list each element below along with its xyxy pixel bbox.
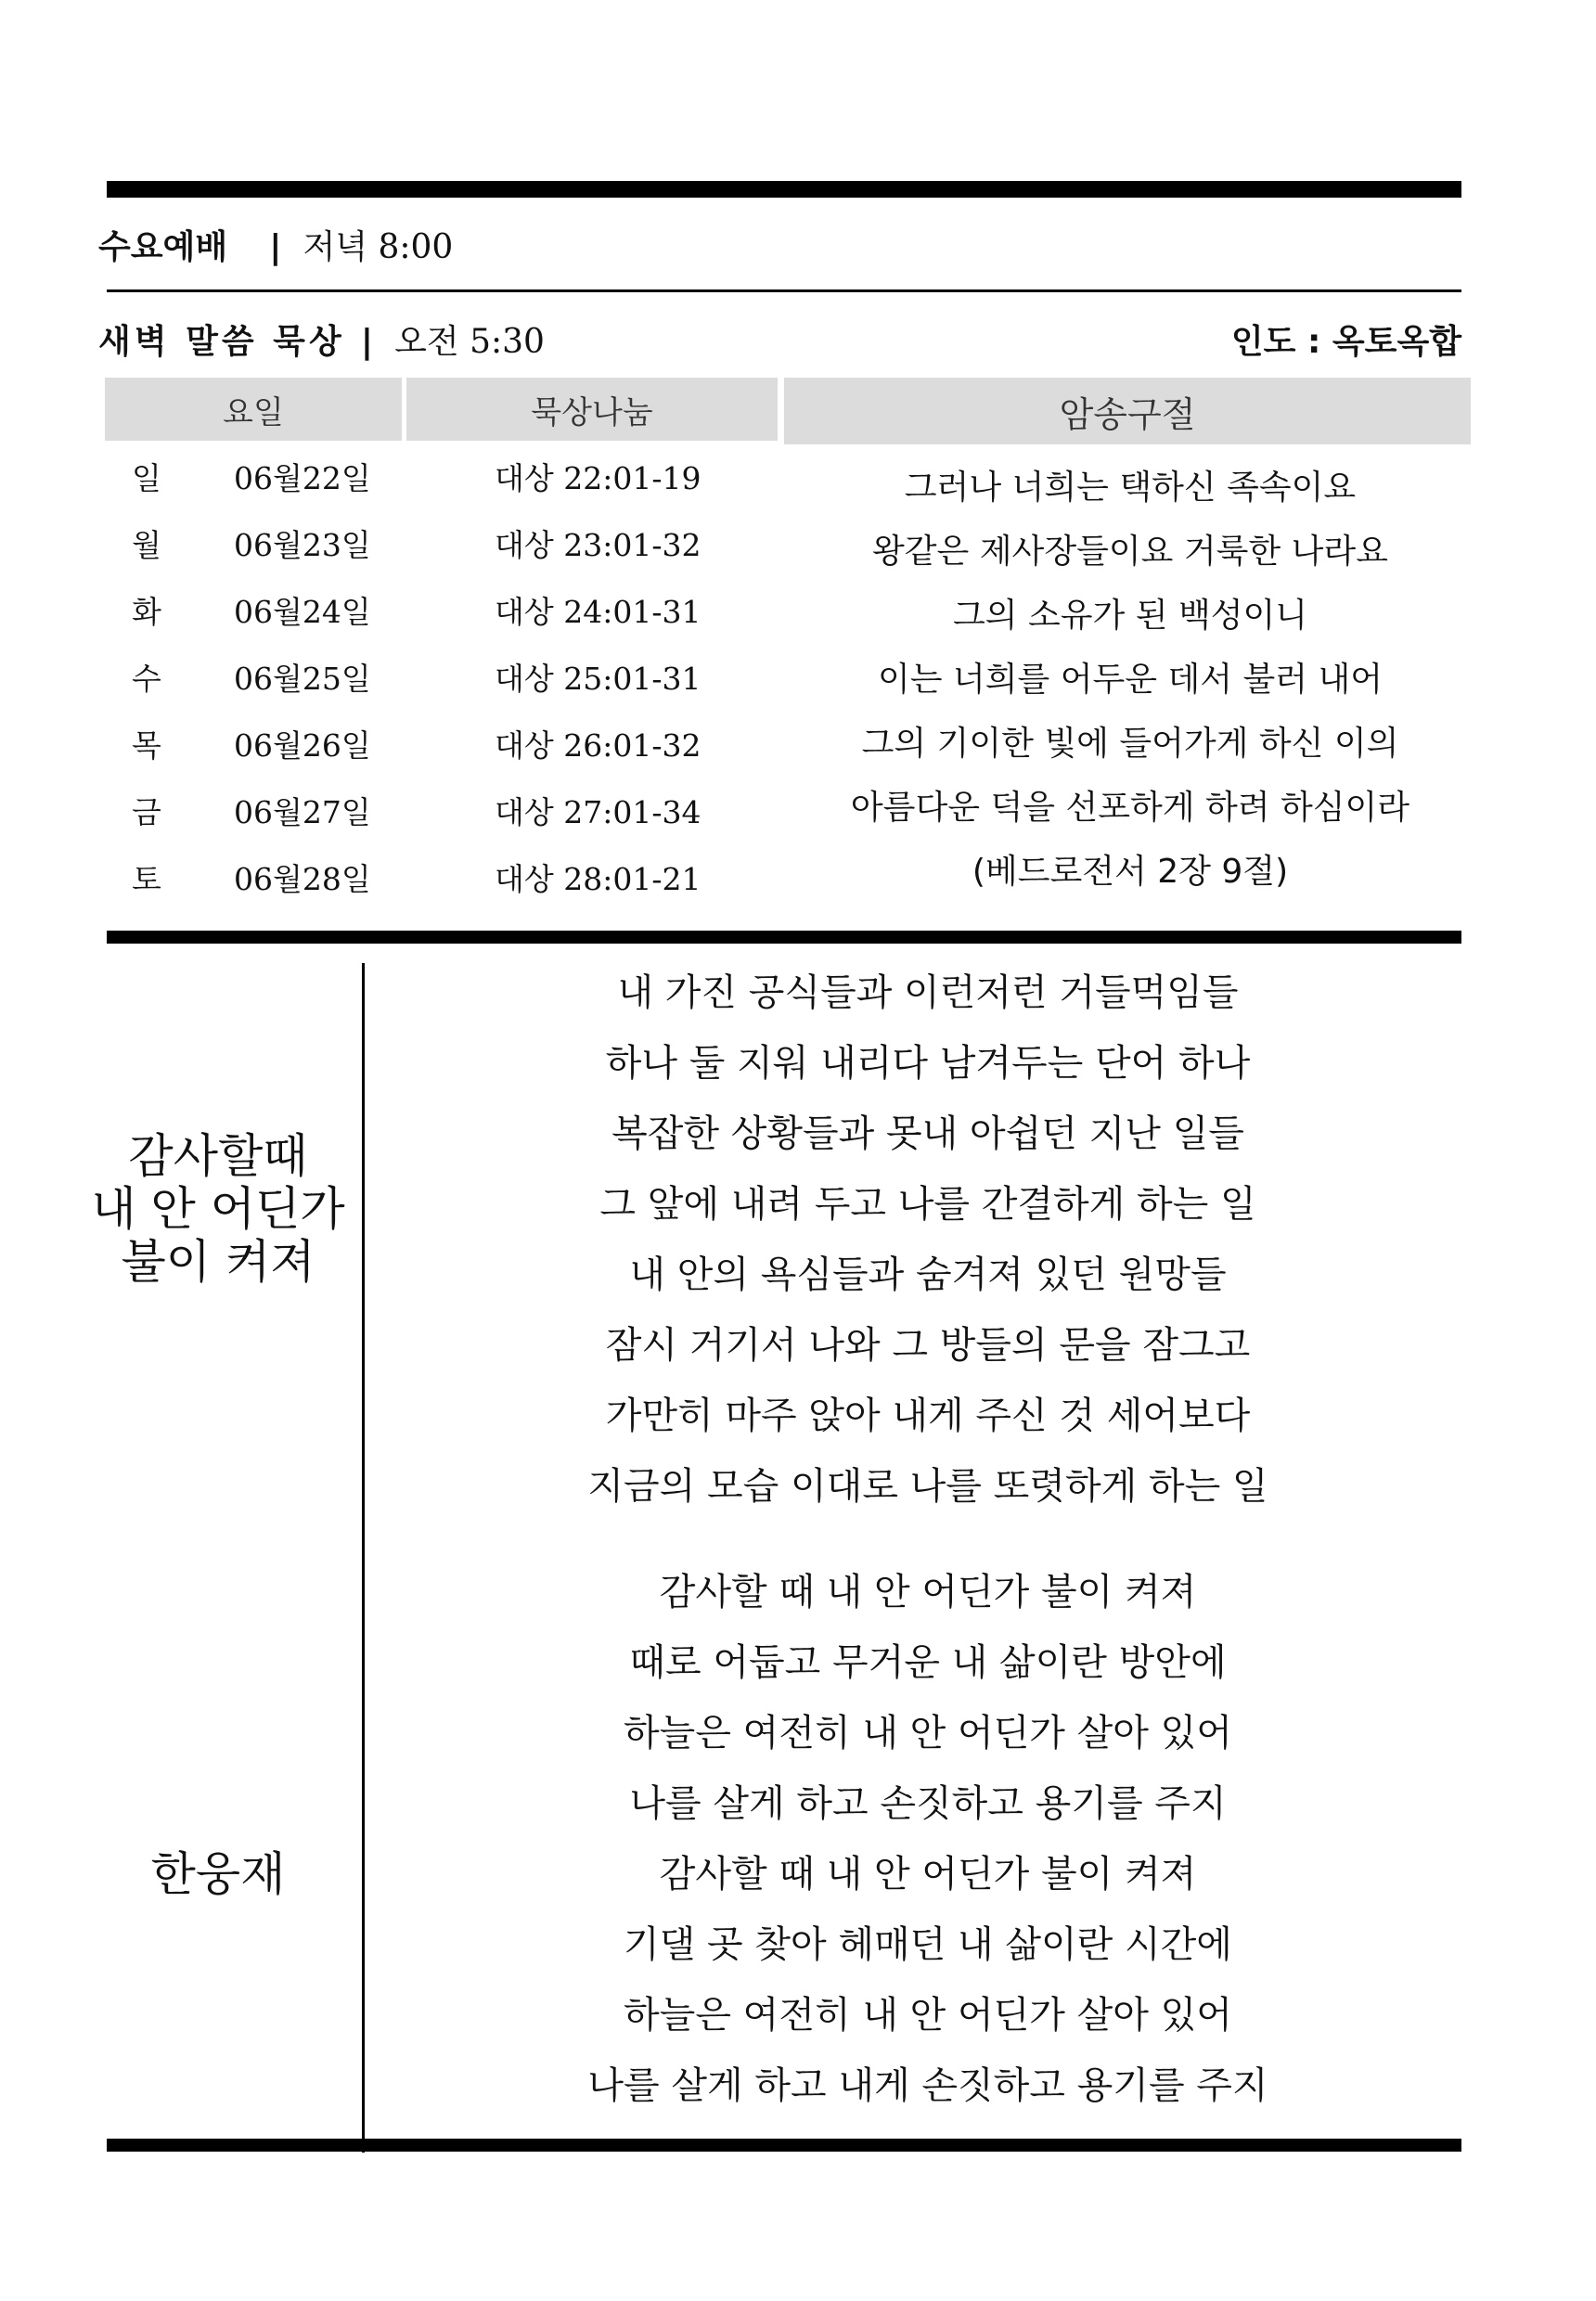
song-title — [88, 1130, 348, 1289]
schedule-passage: 대상 22:01-19 — [495, 460, 701, 496]
schedule-row — [107, 722, 812, 789]
middle-rule — [107, 931, 1461, 944]
schedule-day: 월 — [132, 527, 161, 563]
dawn-leader: 인도 : 옥토옥합 — [1230, 323, 1461, 361]
memory-verse-line: 왕같은 제사장들이요 거룩한 나라요 — [872, 533, 1388, 571]
lyric-line: 때로 어둡고 무거운 내 삶이란 방안에 — [629, 1641, 1227, 1684]
lyric-line: 하늘은 여전히 내 안 어딘가 살아 있어 — [624, 1712, 1232, 1755]
song-title-line: 불이 켜져 — [121, 1235, 315, 1289]
wednesday-time: 저녁 8:00 — [302, 228, 454, 266]
lyric-line: 지금의 모습 이대로 나를 또렷하게 하는 일 — [587, 1465, 1268, 1508]
lyric-line: 가만히 마주 앉아 내게 주신 것 세어보다 — [605, 1395, 1251, 1437]
divider-line — [107, 289, 1461, 292]
wednesday-label: 수요예배 — [98, 228, 228, 266]
column-divider — [362, 963, 365, 2153]
schedule-row — [107, 789, 812, 855]
schedule-day: 화 — [132, 594, 161, 630]
top-rule — [107, 181, 1461, 198]
lyrics-verse-2 — [557, 1566, 1299, 2130]
memory-verse-line: 그의 기이한 빛에 들어가게 하신 이의 — [861, 725, 1399, 763]
dawn-label: 새벽 말씀 묵상 — [98, 323, 345, 361]
lyric-line: 나를 살게 하고 손짓하고 용기를 주지 — [629, 1782, 1227, 1825]
memory-verse-line: 그러나 너희는 택하신 족속이요 — [904, 469, 1357, 507]
schedule-date: 06월25일 — [234, 661, 371, 697]
schedule-date: 06월28일 — [234, 861, 371, 897]
schedule-day: 일 — [132, 460, 161, 496]
lyric-line: 잠시 거기서 나와 그 방들의 문을 잠그고 — [605, 1324, 1251, 1367]
header-memory-verse: 암송구절 — [784, 378, 1471, 444]
schedule-row — [107, 588, 812, 655]
schedule-passage: 대상 28:01-21 — [495, 861, 701, 897]
wednesday-separator: | — [269, 228, 282, 266]
memory-verse-line: 그의 소유가 된 백성이니 — [952, 597, 1308, 635]
lyric-line: 내 안의 욕심들과 숨겨져 있던 원망들 — [629, 1253, 1227, 1296]
wednesday-service-row — [98, 221, 453, 268]
schedule-passage: 대상 23:01-32 — [495, 527, 701, 563]
memory-verse-reference: (베드로전서 2장 9절) — [972, 853, 1289, 891]
memory-verse — [787, 466, 1474, 914]
schedule-table — [107, 455, 812, 922]
schedule-day: 수 — [132, 661, 161, 697]
schedule-row — [107, 855, 812, 922]
song-title-line: 감사할때 — [128, 1129, 308, 1183]
schedule-row — [107, 655, 812, 722]
header-day: 요일 — [105, 378, 402, 441]
schedule-row — [107, 455, 812, 521]
schedule-row — [107, 521, 812, 588]
song-author: 한웅재 — [150, 1847, 286, 1901]
schedule-date: 06월27일 — [234, 794, 371, 830]
schedule-passage: 대상 24:01-31 — [495, 594, 701, 630]
lyric-line: 감사할 때 내 안 어딘가 불이 켜져 — [659, 1571, 1197, 1613]
schedule-date: 06월22일 — [234, 460, 371, 496]
lyric-line: 내 가진 공식들과 이런저런 거들먹임들 — [617, 971, 1239, 1014]
memory-verse-line: 이는 너희를 어두운 데서 불러 내어 — [877, 661, 1384, 699]
lyric-line: 나를 살게 하고 내게 손짓하고 용기를 주지 — [587, 2064, 1268, 2107]
dawn-separator: | — [360, 323, 373, 361]
bottom-rule — [107, 2139, 1461, 2152]
lyrics-verse-1 — [557, 967, 1299, 1531]
dawn-meditation-row — [98, 315, 545, 363]
dawn-time: 오전 5:30 — [394, 323, 545, 361]
lyric-line: 하늘은 여전히 내 안 어딘가 살아 있어 — [624, 1994, 1232, 2037]
schedule-date: 06월26일 — [234, 727, 371, 764]
schedule-passage: 대상 27:01-34 — [495, 794, 701, 830]
lyric-line: 기댈 곳 찾아 헤매던 내 삶이란 시간에 — [624, 1923, 1232, 1966]
lyric-line: 감사할 때 내 안 어딘가 불이 켜져 — [659, 1853, 1197, 1896]
header-meditation: 묵상나눔 — [406, 378, 778, 441]
schedule-date: 06월24일 — [234, 594, 371, 630]
schedule-passage: 대상 25:01-31 — [495, 661, 701, 697]
schedule-day: 토 — [132, 861, 161, 897]
schedule-day: 목 — [132, 727, 161, 764]
lyric-line: 하나 둘 지워 내리다 남겨두는 단어 하나 — [605, 1042, 1251, 1085]
lyric-line: 그 앞에 내려 두고 나를 간결하게 하는 일 — [599, 1183, 1256, 1226]
lyric-line: 복잡한 상황들과 못내 아쉽던 지난 일들 — [611, 1112, 1244, 1155]
memory-verse-line: 아름다운 덕을 선포하게 하려 하심이라 — [850, 789, 1410, 827]
schedule-day: 금 — [132, 794, 161, 830]
schedule-date: 06월23일 — [234, 527, 371, 563]
schedule-passage: 대상 26:01-32 — [495, 727, 701, 764]
song-title-line: 내 안 어딘가 — [91, 1182, 345, 1236]
